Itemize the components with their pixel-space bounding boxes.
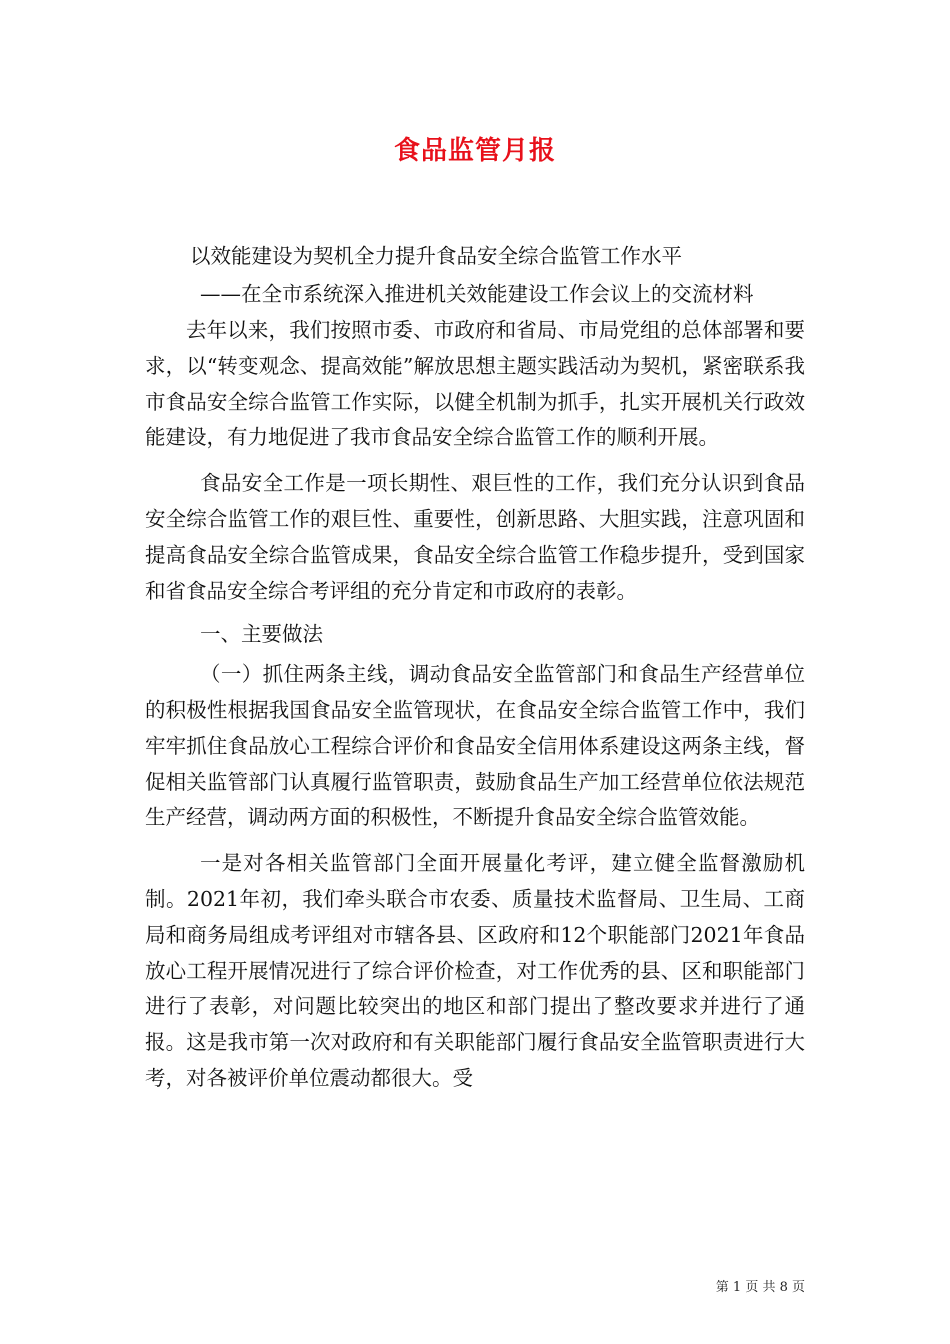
paragraph-intro: 去年以来，我们按照市委、市政府和省局、市局党组的总体部署和要求，以“转变观念、提高效能”解放思想主题实践活动为契机，紧密联系我市食品安全综合监管工作实际，以健全机制为抓手，扎实开展机关行政效能建设，有力地促进了我市食品安全综合监管工作的顺利开展。 (145, 318, 805, 450)
paragraph-food-safety: 食品安全工作是一项长期性、艰巨性的工作，我们充分认识到食品安全综合监管工作的艰巨性、重要性，创新思路、大胆实践，注意巩固和提高食品安全综合监管成果，食品安全综合监管工作稳步提升，受到国家和省食品安全综合考评组的充分肯定和市政府的表彰。 (145, 471, 805, 603)
section-heading-main-practices: 一、主要做法 (200, 622, 323, 647)
document-subtitle: 以效能建设为契机全力提升食品安全综合监管工作水平 (190, 244, 682, 268)
document-title: 食品监管月报 (393, 136, 556, 166)
document-subtitle-2: ——在全市系统深入推进机关效能建设工作会议上的交流材料 (200, 282, 754, 306)
page-number: 第 1 页 共 8 页 (715, 1280, 805, 1295)
document-body (145, 313, 805, 1097)
paragraph-two-main-lines: （一）抓住两条主线，调动食品安全监管部门和食品生产经营单位的积极性根据我国食品安全监管现状，在食品安全综合监管工作中，我们牢牢抓住食品放心工程综合评价和食品安全信用体系建设这两条主线，督促相关监管部门认真履行监管职责，鼓励食品生产加工经营单位依法规范生产经营，调动两方面的积极性，不断提升食品安全综合监管效能。 (145, 662, 805, 830)
paragraph-quantitative-evaluation: 一是对各相关监管部门全面开展量化考评，建立健全监督激励机制。2021年初，我们牵头联合市农委、质量技术监督局、卫生局、工商局和商务局组成考评组对市辖各县、区政府和12个职能部门2021年食品放心工程开展情况进行了综合评价检查，对工作优秀的县、区和职能部门进行了表彰，对问题比较突出的地区和部门提出了整改要求并进行了通报。这是我市第一次对政府和有关职能部门履行食品安全监管职责进行大考，对各被评价单位震动都很大。受 (145, 851, 805, 1090)
